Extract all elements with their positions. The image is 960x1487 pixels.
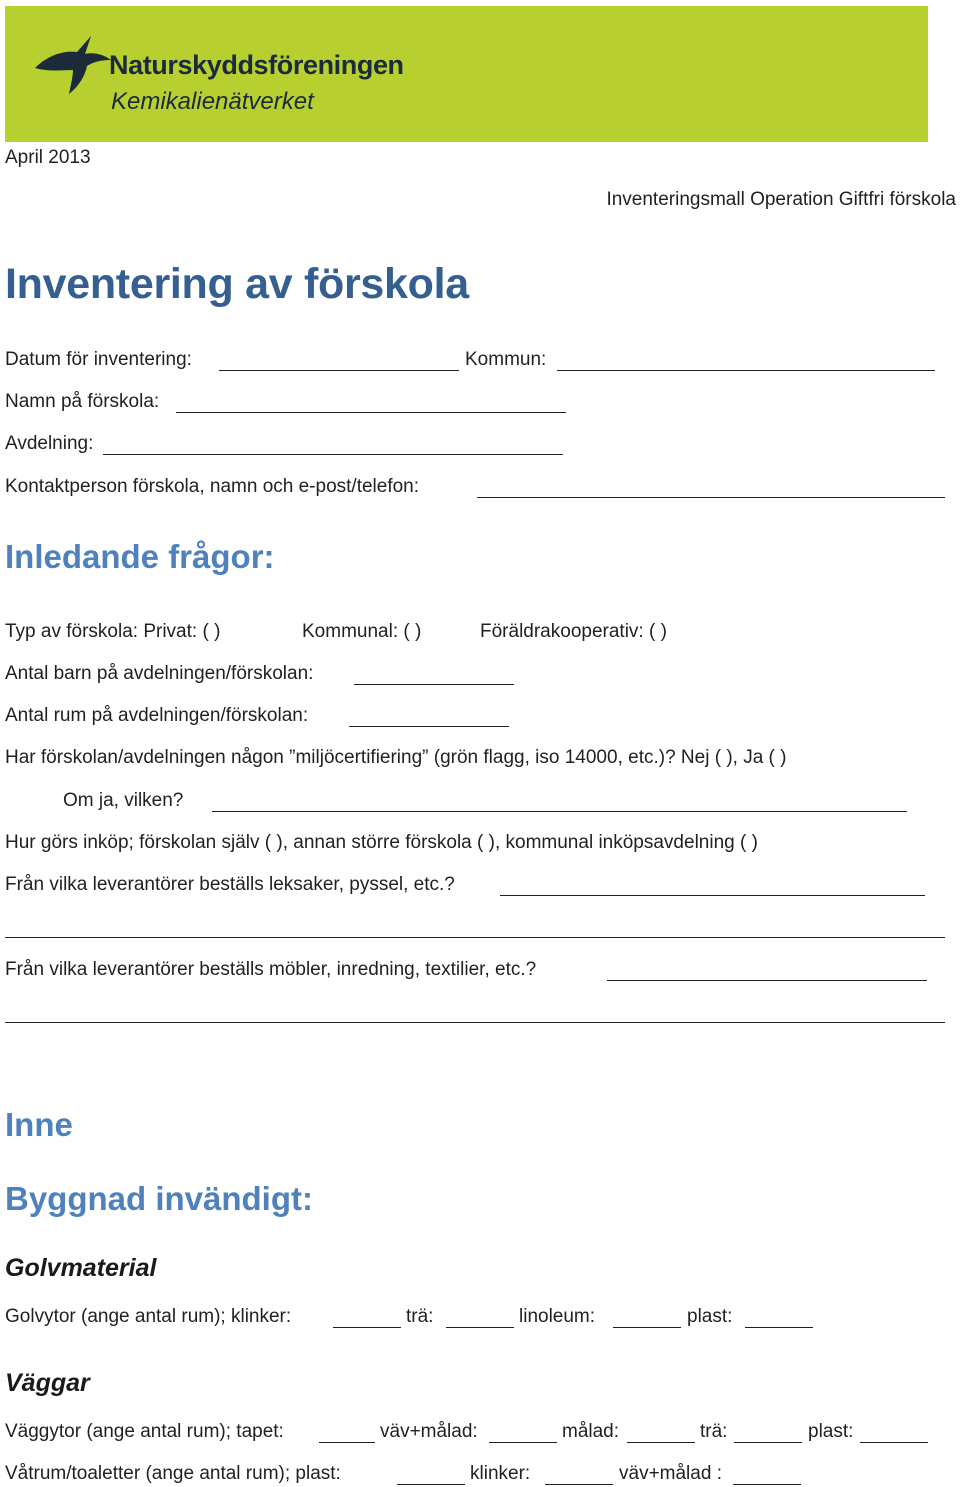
inkop-question[interactable]: Hur görs inköp; förskolan själv ( ), annan större förskola ( ), kommunal inköpsavdelning ( ) xyxy=(5,832,758,853)
om-ja-label: Om ja, vilken? xyxy=(63,790,184,811)
golv-prefix-label: Golvytor (ange antal rum); klinker: xyxy=(5,1306,292,1327)
leverantorer-leksaker-field-2[interactable] xyxy=(5,937,945,938)
leverantorer-mobler-label: Från vilka leverantörer beställs möbler, inredning, textilier, etc.? xyxy=(5,959,537,980)
vagg-vav-field[interactable] xyxy=(489,1442,557,1443)
avdelning-field[interactable] xyxy=(103,454,563,455)
vagg-prefix-label: Väggytor (ange antal rum); tapet: xyxy=(5,1421,284,1442)
inledande-heading: Inledande frågor: xyxy=(5,538,275,575)
vagg-malad-field[interactable] xyxy=(627,1442,695,1443)
vagg-plast-field[interactable] xyxy=(860,1442,928,1443)
avdelning-label: Avdelning: xyxy=(5,433,94,454)
document-title: Inventeringsmall Operation Giftfri förskola xyxy=(606,189,956,210)
leverantorer-leksaker-field[interactable] xyxy=(500,895,925,896)
vagg-tra-label: trä: xyxy=(700,1421,728,1442)
antal-barn-label: Antal barn på avdelningen/förskolan: xyxy=(5,663,314,684)
vagg-tapet-field[interactable] xyxy=(319,1442,375,1443)
kontakt-field[interactable] xyxy=(477,497,945,498)
kommun-label: Kommun: xyxy=(465,349,547,370)
golv-tra-label: trä: xyxy=(406,1306,434,1327)
leverantorer-mobler-field-2[interactable] xyxy=(5,1022,945,1023)
vatrum-klinker-label: klinker: xyxy=(470,1463,531,1484)
golv-linoleum-label: linoleum: xyxy=(519,1306,596,1327)
vatrum-vav-field[interactable] xyxy=(733,1484,801,1485)
vagg-malad-label: målad: xyxy=(562,1421,620,1442)
date-text: April 2013 xyxy=(5,147,91,168)
vagg-tra-field[interactable] xyxy=(734,1442,802,1443)
datum-field[interactable] xyxy=(219,370,459,371)
vagg-plast-label: plast: xyxy=(808,1421,854,1442)
page-title: Inventering av förskola xyxy=(5,260,469,308)
inne-heading: Inne xyxy=(5,1106,73,1143)
vagg-vav-label: väv+målad: xyxy=(380,1421,478,1442)
org-name: Naturskyddsföreningen xyxy=(109,50,404,80)
miljocertifiering-question[interactable]: Har förskolan/avdelningen någon ”miljöcertifiering” (grön flagg, iso 14000, etc.)? Nej ( ), Ja ( ) xyxy=(5,747,787,768)
datum-label: Datum för inventering: xyxy=(5,349,192,370)
golv-tra-field[interactable] xyxy=(446,1327,514,1328)
namn-label: Namn på förskola: xyxy=(5,391,160,412)
typ-kommunal-option[interactable]: Kommunal: ( ) xyxy=(302,621,422,642)
vatrum-vav-label: väv+målad : xyxy=(619,1463,722,1484)
golvmaterial-heading: Golvmaterial xyxy=(5,1254,157,1282)
om-ja-field[interactable] xyxy=(212,811,907,812)
org-subtitle: Kemikalienätverket xyxy=(111,88,314,115)
golv-linoleum-field[interactable] xyxy=(613,1327,681,1328)
kommun-field[interactable] xyxy=(557,370,935,371)
typ-foraldrakooperativ-option[interactable]: Föräldrakooperativ: ( ) xyxy=(480,621,667,642)
vatrum-prefix-label: Våtrum/toaletter (ange antal rum); plast: xyxy=(5,1463,341,1484)
kontakt-label: Kontaktperson förskola, namn och e-post/telefon: xyxy=(5,476,420,497)
antal-barn-field[interactable] xyxy=(354,684,514,685)
vaggar-heading: Väggar xyxy=(5,1369,90,1397)
vatrum-klinker-field[interactable] xyxy=(545,1484,613,1485)
antal-rum-label: Antal rum på avdelningen/förskolan: xyxy=(5,705,309,726)
leverantorer-leksaker-label: Från vilka leverantörer beställs leksaker, pyssel, etc.? xyxy=(5,874,455,895)
vatrum-plast-field[interactable] xyxy=(397,1484,465,1485)
leverantorer-mobler-field[interactable] xyxy=(607,980,927,981)
golv-klinker-field[interactable] xyxy=(333,1327,401,1328)
golv-plast-field[interactable] xyxy=(745,1327,813,1328)
header-banner xyxy=(5,6,928,142)
typ-privat-option[interactable]: Typ av förskola: Privat: ( ) xyxy=(5,621,221,642)
byggnad-heading: Byggnad invändigt: xyxy=(5,1180,313,1217)
antal-rum-field[interactable] xyxy=(349,726,509,727)
swallow-logo-icon xyxy=(33,30,113,100)
golv-plast-label: plast: xyxy=(687,1306,733,1327)
namn-field[interactable] xyxy=(176,412,566,413)
